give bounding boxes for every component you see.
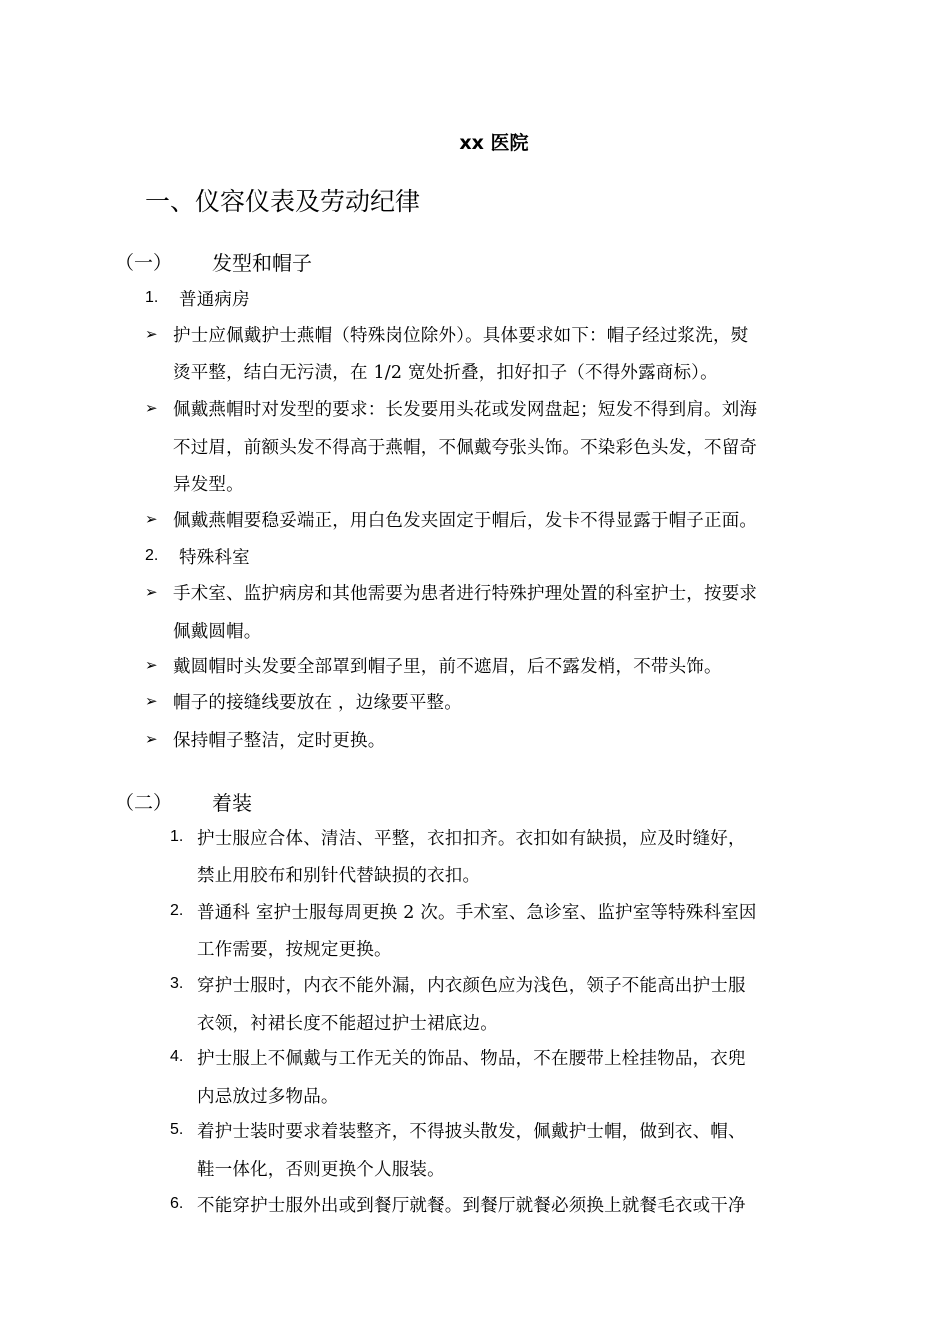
bullet-arrow-icon: ➢ [145, 692, 158, 710]
item-3-line-1: 穿护士服时，内衣不能外漏，内衣颜色应为浅色，领子不能高出护士服 [197, 976, 746, 996]
bullet-4-line-2: 佩戴圆帽。 [173, 622, 262, 642]
bullet-2-line-3: 异发型。 [173, 475, 244, 495]
subsection-2-number: 2. [145, 547, 159, 564]
item-5-line-1: 着护士装时要求着装整齐，不得披头散发，佩戴护士帽，做到衣、帽、 [197, 1122, 746, 1142]
bullet-5-line-1: 戴圆帽时头发要全部罩到帽子里，前不遮眉，后不露发梢，不带头饰。 [173, 657, 722, 677]
bullet-2-line-2: 不过眉，前额头发不得高于燕帽，不佩戴夸张头饰。不染彩色头发，不留奇 [173, 438, 758, 458]
bullet-arrow-icon: ➢ [145, 510, 158, 528]
bullet-2-line-1: 佩戴燕帽时对发型的要求：长发要用头花或发网盘起；短发不得到肩。刘海 [173, 400, 758, 420]
item-4-line-1: 护士服上不佩戴与工作无关的饰品、物品，不在腰带上栓挂物品，衣兜 [197, 1049, 746, 1069]
chapter-heading: 一、仪容仪表及劳动纪律 [145, 187, 421, 216]
bullet-arrow-icon: ➢ [145, 583, 158, 601]
bullet-6-line-1: 帽子的接缝线要放在 ，边缘要平整。 [173, 693, 462, 713]
bullet-1-line-2: 烫平整，结白无污渍，在 1/2 宽处折叠，扣好扣子（不得外露商标）。 [173, 363, 718, 383]
item-2-line-1: 普通科 室护士服每周更换 2 次。手术室、急诊室、监护室等特殊科室因 [197, 903, 757, 923]
item-1-line-2: 禁止用胶布和别针代替缺损的衣扣。 [197, 866, 481, 886]
section-1-mark: （一） [115, 252, 173, 274]
subsection-1-label: 普通病房 [179, 290, 250, 310]
item-1-line-1: 护士服应合体、清洁、平整，衣扣扣齐。衣扣如有缺损，应及时缝好， [197, 829, 746, 849]
item-4-number: 4. [170, 1048, 184, 1065]
bullet-3-line-1: 佩戴燕帽要稳妥端正，用白色发夹固定于帽后，发卡不得显露于帽子正面。 [173, 511, 758, 531]
subsection-1-number: 1. [145, 289, 159, 306]
section-2-title: 着装 [212, 791, 252, 815]
bullet-arrow-icon: ➢ [145, 325, 158, 343]
section-1-title: 发型和帽子 [212, 251, 312, 275]
bullet-arrow-icon: ➢ [145, 399, 158, 417]
item-1-number: 1. [170, 828, 184, 845]
bullet-4-line-1: 手术室、监护病房和其他需要为患者进行特殊护理处置的科室护士，按要求 [173, 584, 758, 604]
item-3-line-2: 衣领，衬裙长度不能超过护士裙底边。 [197, 1014, 498, 1034]
item-3-number: 3. [170, 975, 184, 992]
item-4-line-2: 内忌放过多物品。 [197, 1087, 339, 1107]
item-5-line-2: 鞋一体化，否则更换个人服装。 [197, 1160, 445, 1180]
bullet-1-line-1: 护士应佩戴护士燕帽（特殊岗位除外）。具体要求如下：帽子经过浆洗，熨 [173, 326, 749, 346]
item-2-number: 2. [170, 902, 184, 919]
section-2-mark: （二） [115, 792, 173, 814]
item-6-number: 6. [170, 1195, 184, 1212]
item-6-line-1: 不能穿护士服外出或到餐厅就餐。到餐厅就餐必须换上就餐毛衣或干净 [197, 1196, 746, 1216]
bullet-7-line-1: 保持帽子整洁，定时更换。 [173, 731, 386, 751]
bullet-arrow-icon: ➢ [145, 730, 158, 748]
item-5-number: 5. [170, 1121, 184, 1138]
bullet-arrow-icon: ➢ [145, 656, 158, 674]
document-title: xx 医院 [459, 132, 529, 154]
subsection-2-label: 特殊科室 [179, 548, 250, 568]
item-2-line-2: 工作需要，按规定更换。 [197, 940, 392, 960]
